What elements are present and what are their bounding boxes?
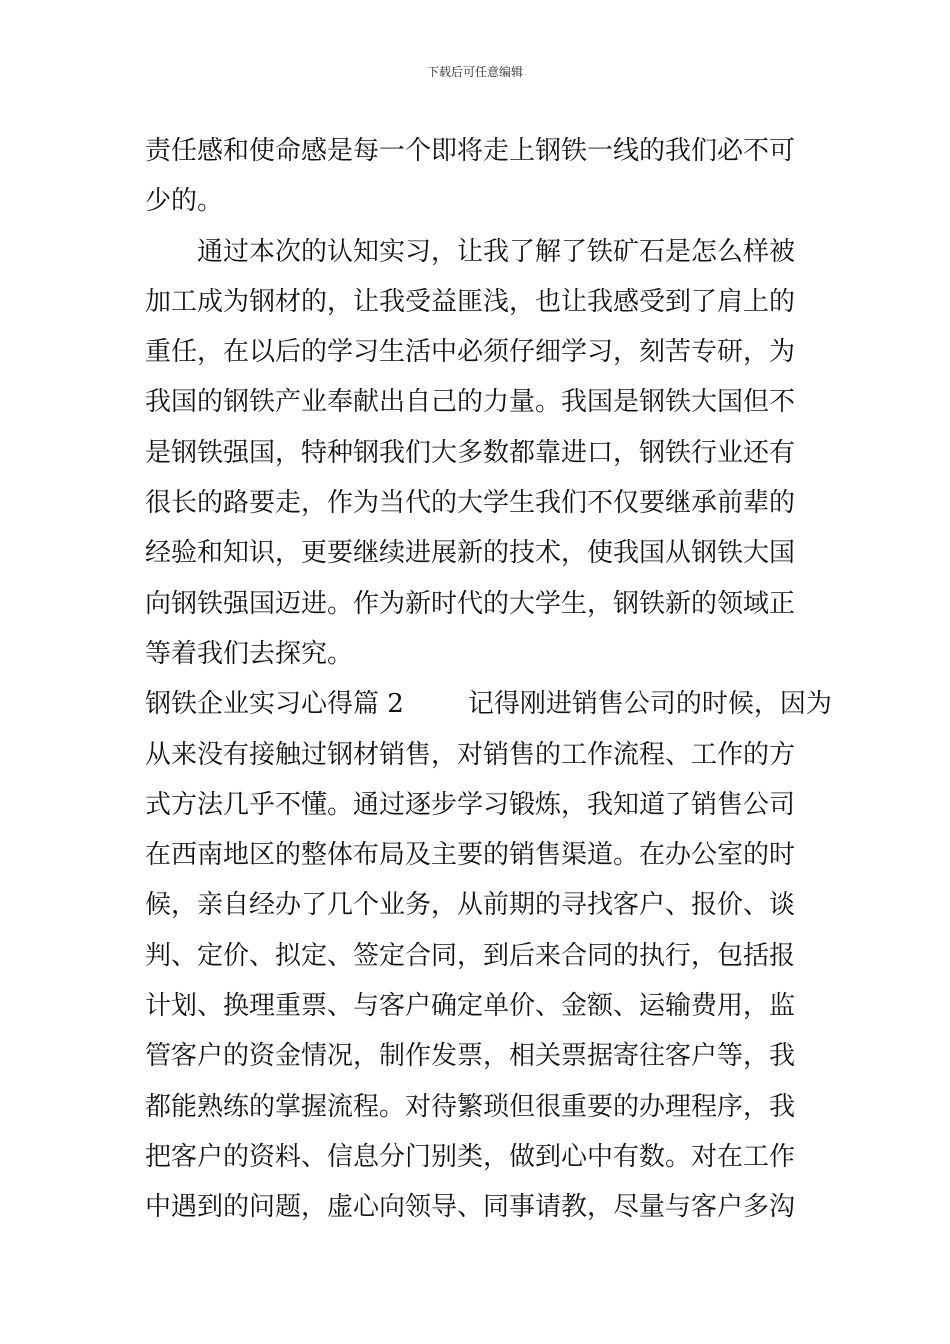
text-line: 候，亲自经办了几个业务，从前期的寻找客户、报价、谈	[145, 890, 796, 921]
paragraph-first-line: 通过本次的认知实习，让我了解了铁矿石是怎么样被	[197, 236, 796, 267]
text-line: 责任感和使命感是每一个即将走上钢铁一线的我们必不可	[145, 136, 796, 166]
text-line: 管客户的资金情况，制作发票，相关票据寄往客户等，我	[145, 1041, 796, 1072]
text-line: 重任，在以后的学习生活中必须仔细学习，刻苦专研，为	[145, 337, 796, 368]
text-line: 是钢铁强国，特种钢我们大多数都靠进口，钢铁行业还有	[145, 437, 796, 468]
page-header: 下载后可任意编辑	[426, 65, 523, 79]
text-line: 经验和知识，更要继续进展新的技术，使我国从钢铁大国	[145, 538, 796, 569]
section-first-line: 记得刚进销售公司的时候，因为	[467, 689, 832, 720]
section-heading-line	[145, 679, 832, 729]
text-line: 向钢铁强国迈进。作为新时代的大学生，钢铁新的领域正	[145, 588, 796, 619]
text-line: 我国的钢铁产业奉献出自己的力量。我国是钢铁大国但不	[145, 387, 796, 418]
text-line: 等着我们去探究。	[145, 638, 354, 669]
text-line: 很长的路要走，作为当代的大学生我们不仅要继承前辈的	[145, 488, 796, 519]
text-line: 加工成为钢材的，让我受益匪浅，也让我感受到了肩上的	[145, 286, 796, 317]
text-line: 少的。	[145, 186, 224, 217]
document-body	[145, 126, 832, 1233]
text-line: 判、定价、拟定、签定合同，到后来合同的执行，包括报	[145, 940, 796, 971]
text-line: 从来没有接触过钢材销售，对销售的工作流程、工作的方	[145, 739, 796, 770]
text-line: 中遇到的问题，虚心向领导、同事请教，尽量与客户多沟	[145, 1192, 796, 1223]
text-line: 计划、换理重票、与客户确定单价、金额、运输费用，监	[145, 991, 796, 1022]
text-line: 在西南地区的整体布局及主要的销售渠道。在办公室的时	[145, 840, 796, 871]
text-line: 把客户的资料、信息分门别类，做到心中有数。对在工作	[145, 1141, 796, 1172]
text-line: 式方法几乎不懂。通过逐步学习锻炼，我知道了销售公司	[145, 789, 796, 820]
text-line: 都能熟练的掌握流程。对待繁琐但很重要的办理程序，我	[145, 1091, 796, 1122]
section-title: 钢铁企业实习心得篇 2	[145, 689, 404, 720]
